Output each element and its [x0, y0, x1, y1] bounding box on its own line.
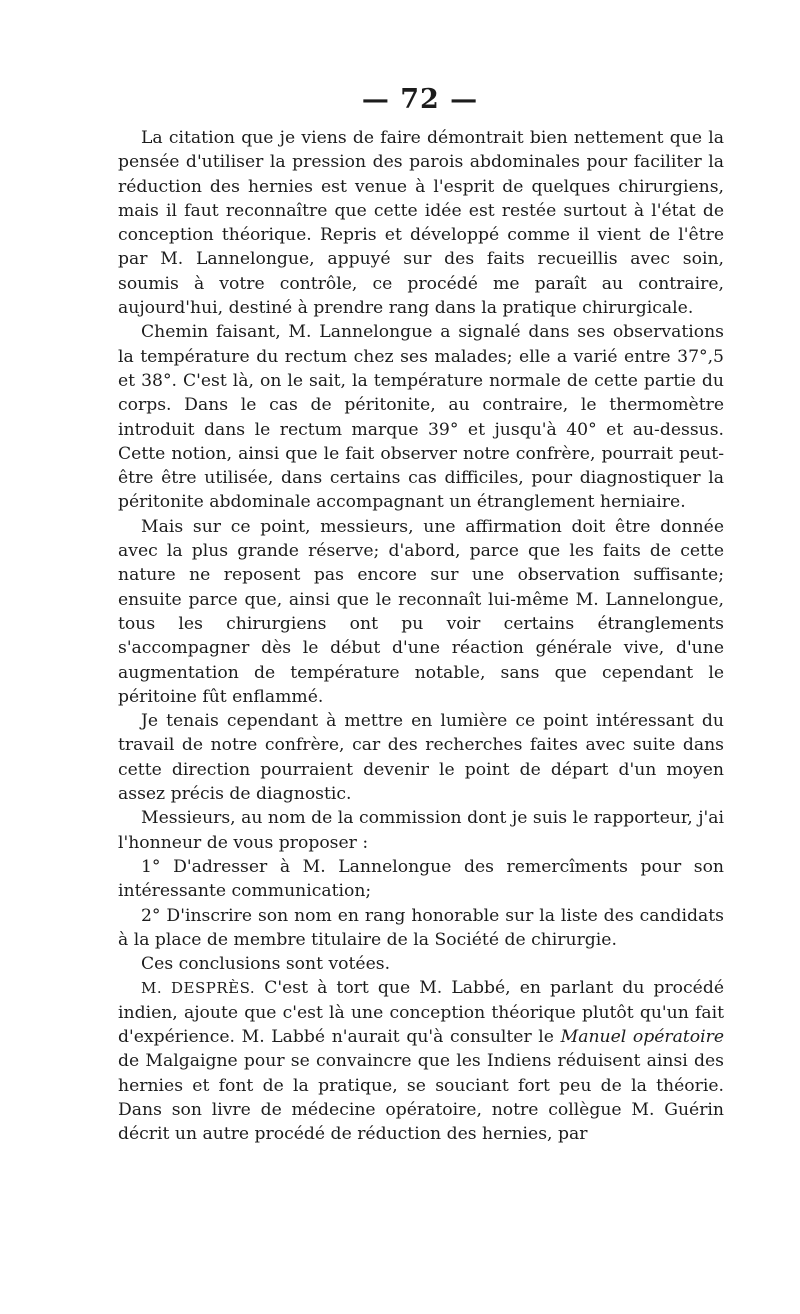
list-item-1-text: 1° D'adresser à M. Lannelongue des remercîments pour son intéressante communication;	[118, 856, 724, 902]
list-item-2	[118, 904, 724, 953]
paragraph-citation-text: La citation que je viens de faire démontrait bien nettement que la pensée d'utiliser la pression des parois abdominales pour faciliter la réduction des hernies est venue à l'esprit de quelques chirurgiens, mais il faut reconnaître que cette idée est restée surtout à l'état de conception théorique. Repris et développé comme il vient de l'être par M. Lannelongue, appuyé sur des faits recueillis avec soin, soumis à votre contrôle, ce procédé me paraît au contraire, aujourd'hui, destiné à prendre rang dans la pratique chirurgicale.	[118, 128, 724, 319]
paragraph-citation	[118, 126, 724, 320]
list-item-1	[118, 855, 724, 904]
paragraph-conclusions	[118, 952, 724, 976]
book-title: Manuel opératoire	[560, 1026, 724, 1047]
paragraph-tenais-text: Je tenais cependant à mettre en lumière ce point intéressant du travail de notre confrère, car des recherches faites avec suite dans cette direction pourraient devenir le point de départ d'un moyen assez précis de diagnostic.	[118, 711, 724, 805]
paragraph-despres	[118, 976, 724, 1146]
despres-text-after: de Malgaigne pour se convaincre que les Indiens réduisent ainsi des hernies et font de la pratique, se souciant fort peu de la théorie. Dans son livre de médecine opératoire, notre collègue M. Guérin décrit un autre procédé de réduction des hernies, par	[118, 1051, 724, 1145]
speaker-name: M. DESPRÈS.	[141, 979, 256, 998]
paragraph-tenais	[118, 709, 724, 806]
paragraph-chemin-text: Chemin faisant, M. Lannelongue a signalé dans ses observations la température du rectum chez ses malades; elle a varié entre 37°,5 et 38°. C'est là, on le sait, la température normale de cette partie du corps. Dans le cas de péritonite, au contraire, le thermomètre introduit dans le rectum marque 39° et jusqu'à 40° et au-dessus. Cette notion, ainsi que le fait observer notre confrère, pourrait peut-être être utilisée, dans certains cas difficiles, pour diagnostiquer la péritonite abdominale accompagnant un étranglement herniaire.	[118, 322, 724, 513]
list-item-2-text: 2° D'inscrire son nom en rang honorable sur la liste des candidats à la place de membre titulaire de la Société de chirurgie.	[118, 905, 724, 950]
page-number: — 72 —	[361, 84, 479, 115]
paragraph-chemin	[118, 320, 724, 514]
paragraph-messieurs-text: Messieurs, au nom de la commission dont je suis le rapporteur, j'ai l'honneur de vous proposer :	[118, 808, 724, 853]
paragraph-conclusions-text: Ces conclusions sont votées.	[141, 954, 391, 975]
paragraph-mais	[118, 515, 724, 709]
page-body	[118, 126, 724, 1146]
paragraph-messieurs	[118, 806, 724, 855]
despres-text-before: C'est à tort que M. Labbé, en parlant du procédé indien, ajoute que c'est là une conception théorique plutôt qu'un fait d'expérience. M. Labbé n'aurait qu'à consulter le	[118, 978, 725, 1047]
paragraph-mais-text: Mais sur ce point, messieurs, une affirmation doit être donnée avec la plus grande réserve; d'abord, parce que les faits de cette nature ne reposent pas encore sur une observation suffisante; ensuite parce que, ainsi que le reconnaît lui-même M. Lannelongue, tous les chirurgiens ont pu voir certains étranglements s'accompagner dès le début d'une réaction générale vive, d'une augmentation de température notable, sans que cependant le péritoine fût enflammé.	[118, 516, 724, 707]
